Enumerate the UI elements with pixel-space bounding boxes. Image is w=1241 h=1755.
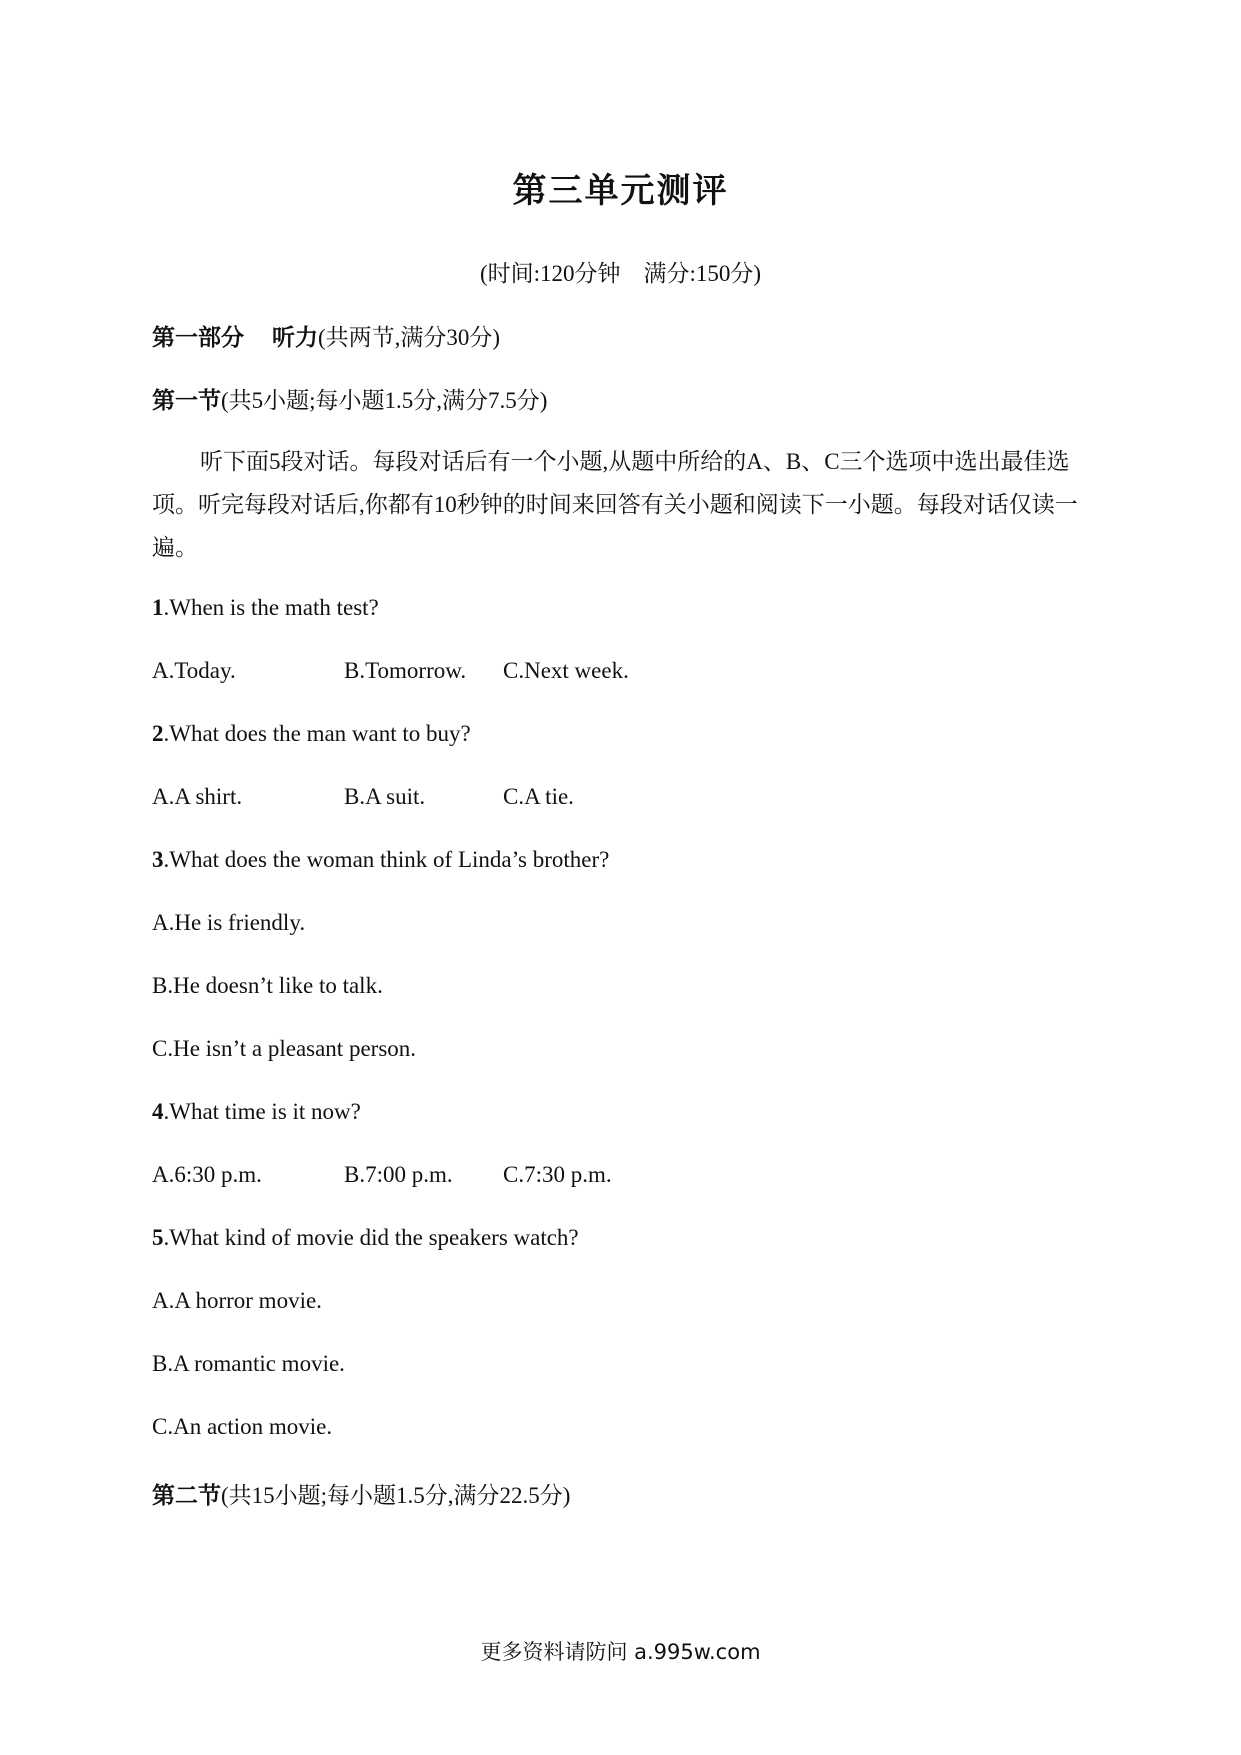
option-c: C.A tie.: [503, 784, 574, 809]
exam-time-score: (时间:120分钟 满分:150分): [479, 261, 762, 286]
question-number: 2: [152, 721, 164, 746]
section-two-label: 第二节: [152, 1483, 221, 1508]
option-b: B.He doesn’t like to talk.: [152, 973, 383, 998]
option-c: C.He isn’t a pleasant person.: [152, 1036, 417, 1061]
page-title: 第三单元测评: [512, 173, 729, 210]
question-number: 5: [152, 1225, 164, 1250]
part-one-label: 第一部分: [152, 325, 244, 350]
question-number: 3: [152, 847, 164, 872]
question-4: [152, 1099, 361, 1125]
question-text: .What does the man want to buy?: [163, 721, 471, 746]
question-3: [152, 847, 609, 873]
option-a: A.Today.: [152, 658, 236, 683]
question-number: 4: [152, 1099, 164, 1124]
question-number: 1: [152, 595, 164, 620]
option-b: B.A romantic movie.: [152, 1351, 345, 1376]
option-a: A.A shirt.: [152, 784, 243, 809]
section-one-label: 第一节: [152, 388, 221, 413]
option-a: A.A horror movie.: [152, 1288, 322, 1313]
question-1: [152, 595, 379, 621]
section-one-note: (共5小题;每小题1.5分,满分7.5分): [221, 388, 548, 413]
question-5: [152, 1225, 579, 1251]
question-text: .What time is it now?: [163, 1099, 361, 1124]
instructions-paragraph: 听下面5段对话。每段对话后有一个小题,从题中所给的A、B、C三个选项中选出最佳选项。听完每段对话后,你都有10秒钟的时间来回答有关小题和阅读下一小题。每段对话仅读一遍。: [152, 449, 1078, 560]
option-a: A.6:30 p.m.: [152, 1162, 262, 1187]
part-one-note: (共两节,满分30分): [318, 325, 501, 350]
question-2: [152, 721, 471, 747]
option-b: B.A suit.: [344, 784, 426, 809]
option-c: C.7:30 p.m.: [503, 1162, 612, 1187]
footer-watermark: 更多资料请防问 a.995w.com: [480, 1640, 761, 1664]
option-c: C.An action movie.: [152, 1414, 333, 1439]
option-b: B.Tomorrow.: [344, 658, 467, 683]
option-a: A.He is friendly.: [152, 910, 306, 935]
section-one-heading: [152, 382, 547, 415]
option-c: C.Next week.: [503, 658, 629, 683]
section-two-heading: [152, 1477, 570, 1510]
option-b: B.7:00 p.m.: [344, 1162, 453, 1187]
question-text: .What does the woman think of Linda’s brother?: [163, 847, 610, 872]
question-text: .What kind of movie did the speakers watch?: [163, 1225, 579, 1250]
part-one-name: 听力: [272, 325, 318, 350]
question-text: .When is the math test?: [163, 595, 379, 620]
part-one-heading: [152, 319, 500, 352]
section-two-note: (共15小题;每小题1.5分,满分22.5分): [221, 1483, 571, 1508]
